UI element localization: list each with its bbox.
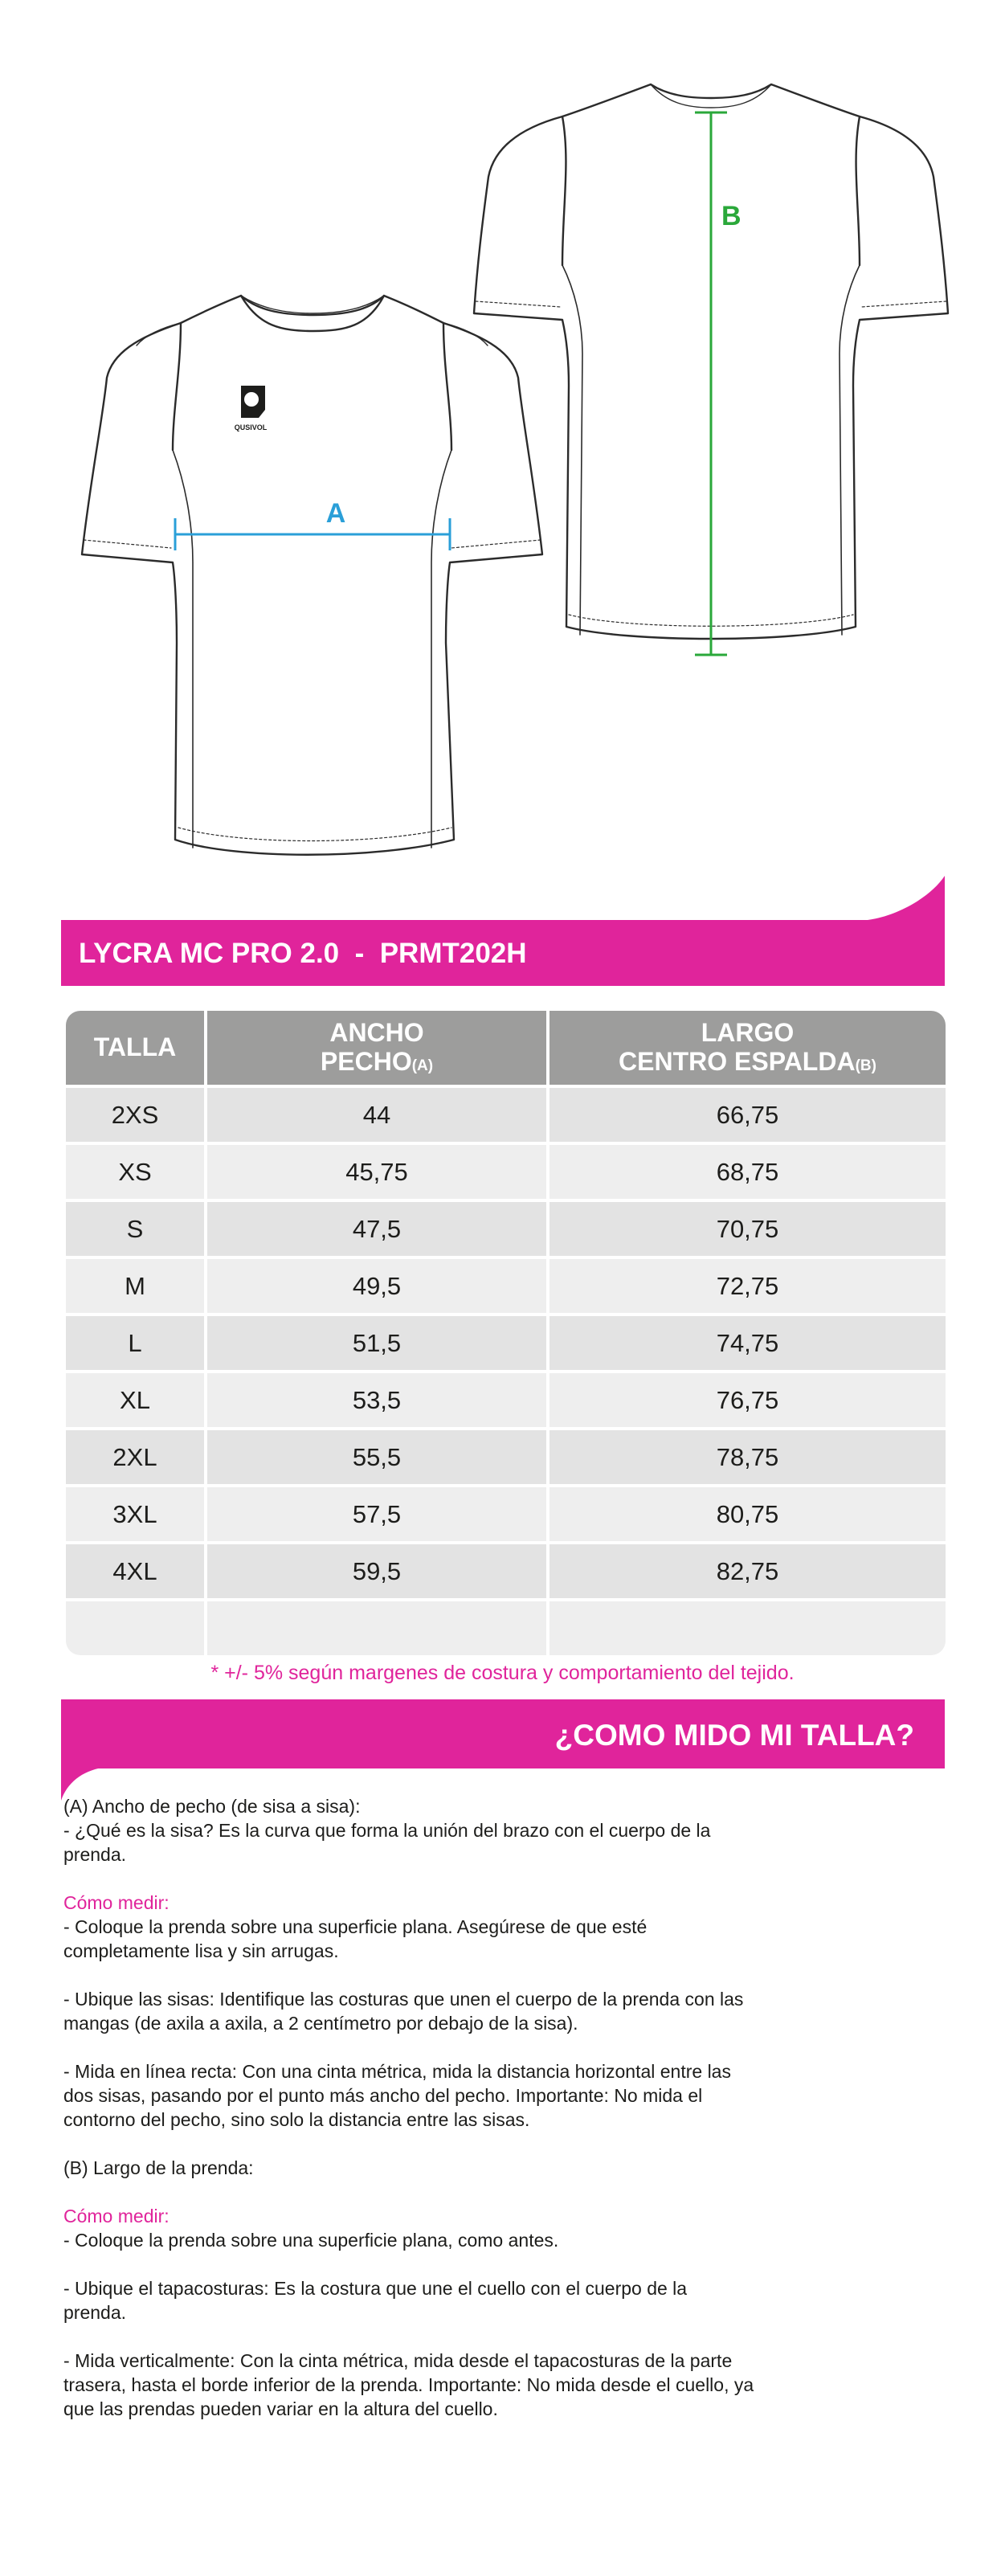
- table-row: [66, 1541, 946, 1598]
- header-largo-line1: LARGO: [701, 1018, 795, 1048]
- table-row: [66, 1427, 946, 1484]
- instr-a-step1: - Coloque la prenda sobre una superficie plana. Asegúrese de que esté completamente lisa y sin arrugas.: [63, 1916, 648, 1961]
- header-pecho-sub: (A): [411, 1057, 434, 1074]
- cell-talla: S: [66, 1199, 207, 1256]
- cell-talla: 3XL: [66, 1484, 207, 1541]
- logo-text: QUSIVOL: [234, 423, 268, 431]
- cell-talla: 2XS: [66, 1085, 207, 1142]
- instr-a-step2: - Ubique las sisas: Identifique las costuras que unen el cuerpo de la prenda con las mangas (de axila a axila, a 2 centímetro por debajo de la sisa).: [63, 1989, 744, 2034]
- instructions: [63, 1794, 754, 2445]
- header-ancho-pecho: [207, 1011, 549, 1085]
- instr-a-step3: - Mida en línea recta: Con una cinta métrica, mida la distancia horizontal entre las dos sisas, pasando por el punto más ancho del pecho. Importante: No mida el contorno del pecho, sino solo la distancia entre las sisas.: [63, 2061, 731, 2130]
- cell-largo: 78,75: [549, 1427, 946, 1484]
- cell-pecho: 55,5: [207, 1427, 549, 1484]
- measure-b-line: [695, 112, 727, 655]
- label-a: A: [325, 498, 346, 529]
- tolerance-note: * +/- 5% según margenes de costura y comportamiento del tejido.: [210, 1662, 795, 1684]
- cell-largo: 82,75: [549, 1541, 946, 1598]
- header-largo-sub: (B): [855, 1057, 876, 1074]
- cell-largo: 70,75: [549, 1199, 946, 1256]
- cell-talla: XS: [66, 1142, 207, 1199]
- cell-talla: M: [66, 1256, 207, 1313]
- instr-a-sisa: - ¿Qué es la sisa? Es la curva que forma la unión del brazo con el cuerpo de la prenda.: [63, 1820, 711, 1865]
- table-header-row: [66, 1011, 946, 1085]
- cell-pecho: 49,5: [207, 1256, 549, 1313]
- cell-pecho: 47,5: [207, 1199, 549, 1256]
- instr-b-como: Cómo medir:: [63, 2206, 170, 2226]
- label-b: B: [721, 201, 741, 231]
- cell-pecho: 44: [207, 1085, 549, 1142]
- howto-title: ¿COMO MIDO MI TALLA?: [554, 1719, 914, 1752]
- instr-a-como: Cómo medir:: [63, 1892, 170, 1913]
- size-table: [66, 1011, 946, 1655]
- cell-pecho: 45,75: [207, 1142, 549, 1199]
- cell-talla: XL: [66, 1370, 207, 1427]
- cell-largo: 68,75: [549, 1142, 946, 1199]
- brand-logo: [235, 386, 268, 431]
- header-largo-espalda: [549, 1011, 946, 1085]
- header-largo-line2: CENTRO ESPALDA: [619, 1047, 856, 1076]
- instr-b-step2: - Ubique el tapacosturas: Es la costura que une el cuello con el cuerpo de la prenda.: [63, 2278, 688, 2323]
- cell-pecho: [207, 1598, 549, 1655]
- product-title: LYCRA MC PRO 2.0 - PRMT202H: [79, 938, 527, 969]
- cell-pecho: 51,5: [207, 1313, 549, 1370]
- cell-largo: [549, 1598, 946, 1655]
- header-talla: TALLA: [66, 1011, 207, 1085]
- cell-largo: 76,75: [549, 1370, 946, 1427]
- header-pecho-line1: ANCHO: [329, 1018, 424, 1048]
- cell-talla: 2XL: [66, 1427, 207, 1484]
- table-row: [66, 1313, 946, 1370]
- instr-b-step1: - Coloque la prenda sobre una superficie plana, como antes.: [63, 2230, 559, 2251]
- title-banner: [61, 920, 945, 986]
- banner-curve: [61, 876, 945, 921]
- instr-b-title: (B) Largo de la prenda:: [63, 2157, 254, 2178]
- cell-largo: 66,75: [549, 1085, 946, 1142]
- howto-banner: [61, 1699, 945, 1768]
- table-row: [66, 1370, 946, 1427]
- table-row: [66, 1484, 946, 1541]
- table-row: [66, 1142, 946, 1199]
- garment-illustration: [0, 0, 1005, 900]
- instr-b-step3: - Mida verticalmente: Con la cinta métrica, mida desde el tapacosturas de la parte trasera, hasta el borde inferior de la prenda. Importante: No mida desde el cuello, ya que las prendas pueden variar en la altura del cuello.: [63, 2350, 754, 2419]
- cell-largo: 80,75: [549, 1484, 946, 1541]
- cell-pecho: 59,5: [207, 1541, 549, 1598]
- cell-largo: 72,75: [549, 1256, 946, 1313]
- front-shirt: [82, 296, 542, 855]
- instr-a-title: (A) Ancho de pecho (de sisa a sisa):: [63, 1796, 361, 1817]
- table-row: [66, 1598, 946, 1655]
- table-row: [66, 1256, 946, 1313]
- cell-talla: [66, 1598, 207, 1655]
- cell-pecho: 53,5: [207, 1370, 549, 1427]
- cell-talla: L: [66, 1313, 207, 1370]
- table-row: [66, 1199, 946, 1256]
- table-row: [66, 1085, 946, 1142]
- cell-largo: 74,75: [549, 1313, 946, 1370]
- cell-pecho: 57,5: [207, 1484, 549, 1541]
- header-pecho-line2: PECHO: [320, 1047, 412, 1076]
- measure-a-line: [175, 518, 450, 550]
- cell-talla: 4XL: [66, 1541, 207, 1598]
